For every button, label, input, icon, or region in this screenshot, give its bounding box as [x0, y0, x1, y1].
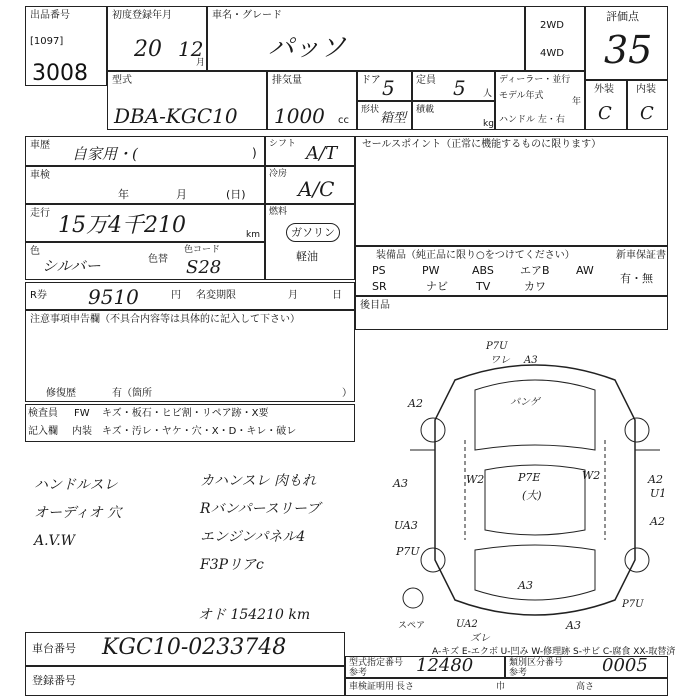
load-unit: kg [483, 119, 494, 129]
registration-row [25, 666, 345, 696]
type-designation-box [345, 656, 505, 678]
diag-p7u: P7U [396, 545, 420, 558]
interior-box [627, 80, 668, 130]
fuel-box [265, 204, 355, 280]
name-change-label: 名変期限 [196, 290, 236, 301]
exterior-box [585, 80, 627, 130]
inspector-interior-items: キズ・汚レ・ヤケ・穴・X・D・キレ・破レ [102, 426, 297, 437]
remark-left-2: オーディオ 穴 [34, 505, 122, 521]
remark-right-2: Rバンパースリーブ [200, 501, 321, 517]
exterior-label: 外装 [594, 84, 614, 95]
type-class-box [505, 656, 668, 678]
doors-value: 5 [382, 76, 395, 100]
cert-box [345, 678, 668, 696]
wheel-front-right [625, 418, 649, 442]
diag-a3-left: A3 [393, 477, 408, 490]
score-label: 評価点 [606, 10, 639, 23]
model-year-label: モデル年式 [499, 91, 544, 101]
diag-a3-bottom: A3 [518, 579, 533, 592]
drive-box [525, 6, 585, 71]
type-box [107, 71, 267, 130]
seats-unit: 人 [483, 89, 493, 99]
color-code-value: S28 [186, 257, 222, 278]
diag-p7u-top: P7U [486, 341, 508, 352]
color-value: シルバー [42, 257, 101, 275]
history-label: 車歴 [30, 140, 50, 151]
sales-point-label: セールスポイント（正常に機能するものに限ります） [362, 139, 602, 150]
remark-right-1: カハンスレ 肉もれ [200, 473, 317, 489]
first-reg-month: 12 [178, 37, 204, 61]
equip-aw: AW [576, 264, 594, 277]
body-label: 形状 [361, 105, 380, 115]
diag-a2-tl: A2 [408, 397, 423, 410]
diag-ua3: UA3 [394, 519, 418, 532]
seats-box [412, 71, 495, 101]
load-label: 積載 [416, 105, 435, 115]
interior-label: 内装 [636, 84, 656, 95]
score-value: 35 [604, 28, 653, 72]
notes-box [25, 310, 355, 402]
repair-close: ） [342, 388, 352, 399]
color-change-label: 色替 [148, 254, 168, 265]
equip-tv: TV [476, 280, 491, 293]
rear-seat-label: 後目品 [360, 300, 390, 311]
cert-width-label: 巾 [496, 682, 506, 692]
color-code-label: 色コード [184, 245, 221, 255]
type-designation-value: 12480 [416, 655, 474, 676]
inspector-box [25, 404, 355, 442]
diag-dai: (大) [522, 489, 542, 502]
recycle-row [25, 282, 355, 310]
type-label: 型式 [112, 75, 132, 86]
type-designation-ref: 参考 [349, 668, 368, 678]
equip-airbag: エアB [520, 264, 550, 277]
inspection-day: (日) [226, 188, 246, 201]
inspection-row [25, 166, 265, 204]
recycle-unit: 円 [171, 290, 181, 301]
wheel-rear-right [625, 548, 649, 572]
diag-u1: U1 [650, 487, 667, 500]
body-value: 箱型 [380, 111, 407, 126]
equip-ps: PS [372, 264, 386, 277]
diag-w2-right: W2 [582, 469, 601, 482]
displacement-unit: cc [338, 115, 349, 126]
inspector-interior-label: 内装 [72, 426, 92, 437]
wheel-rear-left [421, 548, 445, 572]
chassis-label: 車台番号 [32, 642, 76, 655]
history-value: 自家用・( [72, 145, 138, 163]
displacement-label: 排気量 [272, 75, 302, 86]
history-row [25, 136, 265, 166]
doors-box [357, 71, 412, 101]
diag-sure: ズレ [470, 633, 490, 644]
type-value: DBA-KGC10 [114, 104, 238, 128]
diag-a3-top: A3 [524, 355, 538, 366]
diag-pige: パンゲ [510, 397, 540, 408]
spare-wheel [403, 588, 423, 608]
inspector-fw-label: FW [74, 408, 90, 419]
dealer-box [495, 71, 585, 130]
mileage-label: 走行 [30, 208, 50, 219]
diag-w2-left: W2 [466, 473, 485, 486]
aircon-box [265, 166, 355, 204]
shift-box [265, 136, 355, 166]
diag-p7e: P7E [518, 471, 541, 484]
body-box [357, 101, 412, 130]
diag-ware: ワレ [490, 355, 510, 366]
inspection-label: 車検 [30, 170, 50, 181]
diag-ua2: UA2 [456, 619, 478, 630]
lot-label: 出品番号 [30, 10, 70, 21]
repair-value: 有（箇所 [112, 388, 152, 399]
diag-spare: スペア [398, 621, 426, 631]
shift-value: A/T [306, 143, 338, 164]
diag-a3-br: A3 [566, 619, 581, 632]
diag-a2-r: A2 [648, 473, 663, 486]
equipment-box [355, 246, 668, 296]
dealer-label: ディーラー・並行 [499, 75, 571, 85]
aircon-value: A/C [298, 177, 335, 201]
exterior-value: C [598, 103, 612, 124]
inspector-label-2: 記入欄 [28, 426, 58, 437]
equip-pw: PW [422, 264, 440, 277]
score-box [585, 6, 668, 80]
equipment-label: 装備品（純正品に限り○をつけてください） [376, 250, 575, 261]
model-box [207, 6, 525, 71]
model-label: 車名・グレード [212, 10, 282, 21]
remark-right-4: F3Pリアc [200, 557, 264, 573]
first-reg-year: 20 [134, 37, 162, 62]
fuel-gasoline: ガソリン [286, 223, 340, 242]
remark-left-3: A.V.W [34, 533, 76, 549]
aircon-label: 冷房 [269, 169, 288, 179]
sales-point-box [355, 136, 668, 246]
lot-box [25, 6, 107, 86]
cert-label: 車検証明用 [349, 682, 395, 692]
mileage-row [25, 204, 265, 242]
notes-label: 注意事項申告欄（不具合内容等は具体的に記入して下さい） [30, 314, 300, 325]
history-close: ) [252, 146, 257, 160]
wheel-front-left [421, 418, 445, 442]
first-reg-box [107, 6, 207, 71]
rear-seat-box [355, 296, 668, 330]
diag-a2-r2: A2 [650, 515, 665, 528]
displacement-box [267, 71, 357, 130]
model-value: パッソ [268, 33, 347, 63]
mileage-value: 15万4千210 [58, 213, 186, 238]
lot-code: [1097] [30, 36, 64, 47]
seats-value: 5 [453, 76, 466, 100]
warranty-label: 新車保証書 [616, 250, 666, 261]
first-reg-label: 初度登録年月 [112, 10, 172, 21]
seats-label: 定員 [416, 75, 436, 86]
handle-label: ハンドル 左・右 [499, 115, 565, 125]
inspector-label: 検査員 [28, 408, 58, 419]
inspector-fw-items: キズ・板石・ヒビ割・リペア跡・X要 [102, 408, 269, 419]
drive-4wd: 4WD [540, 48, 564, 59]
equip-leather: カワ [524, 280, 546, 293]
hood-outline [475, 380, 595, 450]
color-row [25, 242, 265, 280]
remark-left-1: ハンドルスレ [34, 477, 118, 493]
fuel-diesel: 軽油 [296, 250, 318, 263]
remark-right-3: エンジンパネル4 [200, 529, 306, 545]
chassis-row [25, 632, 345, 666]
equip-abs: ABS [472, 264, 494, 277]
drive-2wd: 2WD [540, 20, 564, 31]
odometer-note: オド 154210 km [198, 607, 311, 623]
interior-value: C [640, 103, 654, 124]
cert-height-label: 高さ [576, 682, 595, 692]
name-change-day: 日 [332, 290, 342, 301]
first-reg-month-unit: 月 [196, 58, 206, 68]
recycle-value: 9510 [88, 285, 139, 309]
inspection-year: 年 [118, 188, 129, 201]
recycle-label: R券 [30, 290, 47, 301]
type-designation-label: 型式指定番号 [349, 658, 404, 668]
load-box [412, 101, 495, 130]
diag-p7u-br: P7U [622, 599, 644, 610]
mileage-unit: km [246, 230, 260, 240]
fuel-label: 燃料 [269, 207, 288, 217]
type-class-value: 0005 [602, 655, 648, 676]
registration-label: 登録番号 [32, 674, 76, 687]
rear-outline [475, 545, 595, 600]
chassis-value: KGC10-0233748 [102, 635, 287, 660]
lot-number: 3008 [32, 61, 88, 86]
name-change-month: 月 [288, 290, 298, 301]
inspection-month: 月 [176, 188, 187, 201]
displacement-value: 1000 [274, 104, 325, 128]
doors-label: ドア [361, 75, 381, 86]
shift-label: シフト [269, 139, 297, 149]
warranty-values: 有・無 [620, 272, 653, 285]
model-year-unit: 年 [572, 97, 582, 107]
equip-navi: ナビ [426, 280, 448, 293]
type-class-label: 類別区分番号 [509, 658, 564, 668]
cert-length-label: 長さ [396, 682, 415, 692]
repair-label: 修復歴 [46, 388, 76, 399]
equip-sr: SR [372, 280, 387, 293]
damage-legend: A-キズ E-エクボ U-凹み W-修理跡 S-サビ C-腐食 XX-取替済 [432, 647, 676, 657]
type-class-ref: 参考 [509, 668, 528, 678]
color-label: 色 [30, 246, 40, 257]
